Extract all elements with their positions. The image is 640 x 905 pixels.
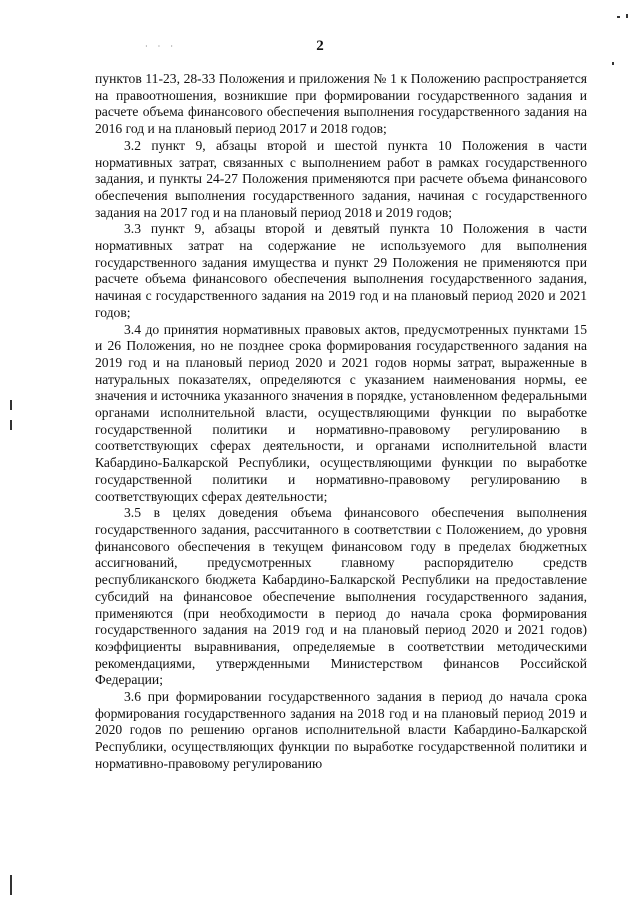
margin-mark <box>10 875 12 895</box>
margin-mark <box>617 16 620 18</box>
paragraph-continuation: пунктов 11-23, 28-33 Положения и приложения № 1 к Положению распространяется на правоотношения, возникшие при формировании государственного задания и расчете объема финансового обеспечения выполнения государственного задания на 2016 год и на плановый период 2017 и 2018 годов; <box>95 71 587 137</box>
paragraph-3-5: 3.5 в целях доведения объема финансового обеспечения выполнения государственного задания, рассчитанного в соответствии с Положением, до уровня финансового обеспечения в текущем финансовом году в пределах бюджетных ассигнований, предусмотренных главному распорядителю средств республиканского бюджета Кабардино-Балкарской Республики на предоставление субсидий на финансовое обеспечение выполнения государственного задания, применяются (при необходимости в период до начала срока формирования государственного задания на 2019 год и на плановый период 2020 и 2021 годов) коэффициенты выравнивания, определяемые в соответствии методическими рекомендациями, утвержденными Министерством финансов Российской Федерации; <box>95 505 587 688</box>
page-number: 2 <box>316 38 324 54</box>
paragraph-3-4: 3.4 до принятия нормативных правовых актов, предусмотренных пунктами 15 и 26 Положения, но не позднее срока формирования государственного задания на 2019 год и на плановый период 2020 и 2021 годов нормы затрат, выраженные в натуральных показателях, определяются с указанием наименования нормы, ее значения и источника указанного значения в порядке, установленном федеральными органами исполнительной власти, осуществляющими функции по выработке государственной политики и нормативно-правовому регулированию в соответствующих сферах деятельности, и органами исполнительной власти Кабардино-Балкарской Республики, осуществляющими функции по выработке государственной политики и нормативно-правовому регулированию в соответствующих сферах деятельности; <box>95 321 587 504</box>
hole-punch-mark <box>10 400 12 410</box>
paragraph-3-2: 3.2 пункт 9, абзацы второй и шестой пункта 10 Положения в части нормативных затрат, связанных с выполнением работ в рамках государственного задания, и пункты 24-27 Положения применяются при расчете объема финансового обеспечения выполнения государственного задания, начиная с государственного задания на 2017 год и на плановый период 2018 и 2019 годов; <box>95 137 587 220</box>
scan-speckle: · · · <box>145 42 177 51</box>
paragraph-3-6: 3.6 при формировании государственного задания в период до начала срока формирования государственного задания на 2018 год и на плановый период 2019 и 2020 годов по решению органов исполнительной власти Кабардино-Балкарской Республики, осуществляющих функции по выработке государственной политики и нормативно-правовому регулированию <box>95 689 587 771</box>
paragraph-3-3: 3.3 пункт 9, абзацы второй и девятый пункта 10 Положения в части нормативных затрат на содержание не используемого для выполнения государственного задания имущества и пункт 29 Положения не применяются при расчете объема финансового обеспечения выполнения государственного задания, начиная с государственного задания на 2019 год и на плановый период 2020 и 2021 годов; <box>95 221 587 320</box>
hole-punch-mark <box>10 420 12 430</box>
document-body <box>95 71 587 773</box>
margin-mark <box>612 62 614 65</box>
margin-mark <box>626 14 628 18</box>
